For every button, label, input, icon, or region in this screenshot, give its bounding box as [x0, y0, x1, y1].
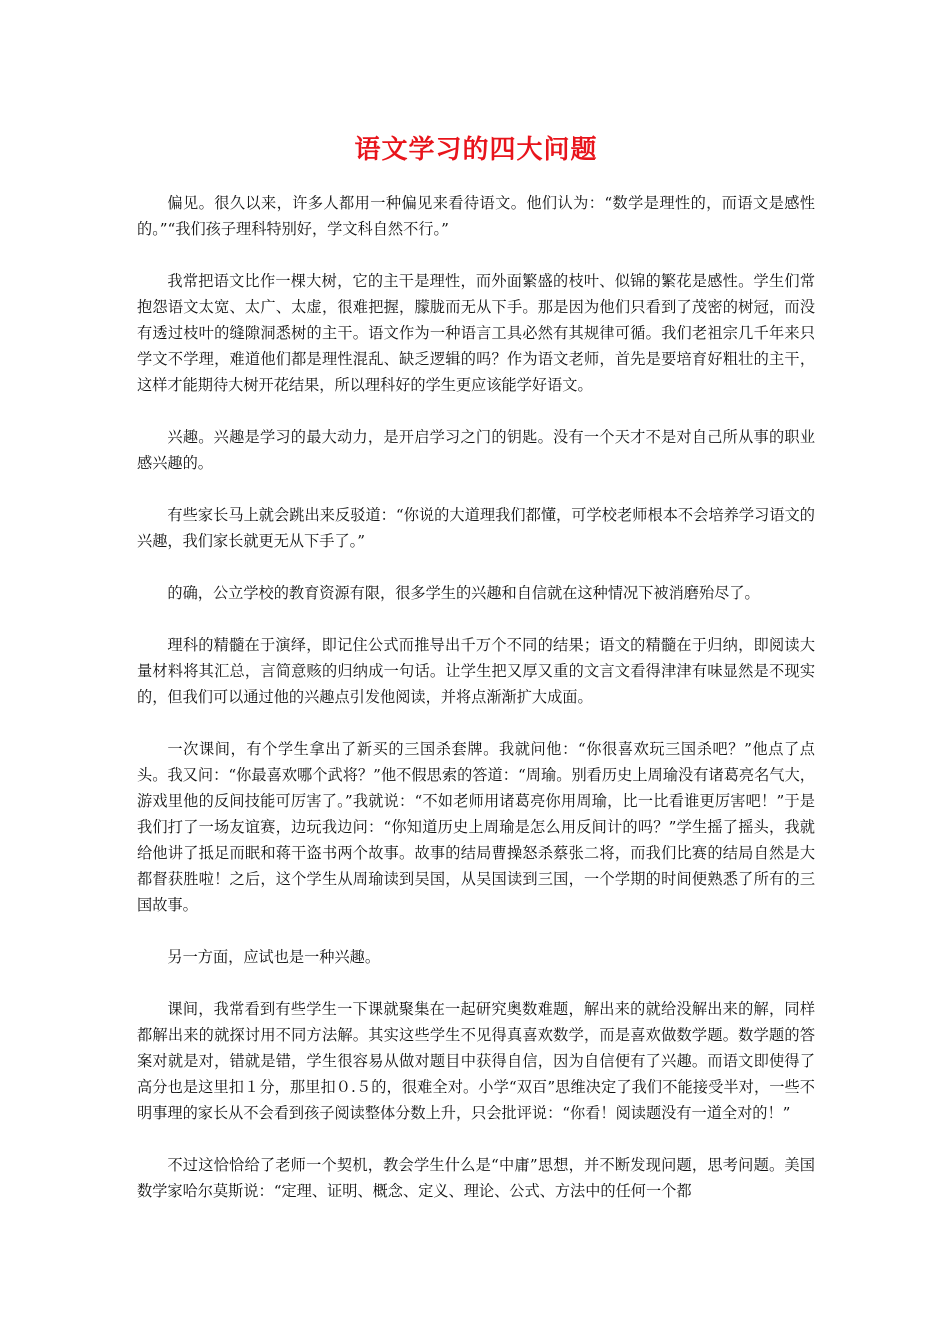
paragraph-three-kingdoms-story: 一次课间，有个学生拿出了新买的三国杀套牌。我就问他：“你很喜欢玩三国杀吧？”他点了点头。我又问：“你最喜欢哪个武将？”他不假思索的答道：“周瑜。别看历史上周瑜没有诸葛亮名气大，游戏里他的反间技能可厉害了。”我就说：“不如老师用诸葛亮你用周瑜，比一比看谁更厉害吧！”于是我们打了一场友谊赛，边玩我边问：“你知道历史上周瑜是怎么用反间计的吗？”学生摇了摇头，我就给他讲了抵足而眠和蒋干盗书两个故事。故事的结局曹操怒杀蔡张二将，而我们比赛的结局自然是大都督获胜啦！之后，这个学生从周瑜读到吴国，从吴国读到三国，一个学期的时间便熟悉了所有的三国故事。	[137, 740, 815, 914]
paragraph-golden-mean: 不过这恰恰给了老师一个契机，教会学生什么是“中庸”思想，并不断发现问题，思考问题。美国数学家哈尔莫斯说：“定理、证明、概念、定义、理论、公式、方法中的任何一个都	[137, 1156, 815, 1200]
paragraph-tree-metaphor: 我常把语文比作一棵大树，它的主干是理性，而外面繁盛的枝叶、似锦的繁花是感性。学生们常抱怨语文太宽、太广、太虚，很难把握，朦胧而无从下手。那是因为他们只看到了茂密的树冠，而没有透过枝叶的缝隙洞悉树的主干。语文作为一种语言工具必然有其规律可循。我们老祖宗几千年来只学文不学理，难道他们都是理性混乱、缺乏逻辑的吗？作为语文老师，首先是要培育好粗壮的主干，这样才能期待大树开花结果，所以理科好的学生更应该能学好语文。	[137, 272, 815, 394]
paragraph-exam-interest: 另一方面，应试也是一种兴趣。	[167, 948, 381, 966]
paragraph-public-schools: 的确，公立学校的教育资源有限，很多学生的兴趣和自信就在这种情况下被消磨殆尽了。	[167, 584, 760, 602]
paragraph-deduction-induction: 理科的精髓在于演绎，即记住公式而推导出千万个不同的结果；语文的精髓在于归纳，即阅读大量材料将其汇总，言简意赅的归纳成一句话。让学生把又厚又重的文言文看得津津有味显然是不现实的，但我们可以通过他的兴趣点引发他阅读，并将点渐渐扩大成面。	[137, 636, 815, 706]
document-title: 语文学习的四大问题	[354, 135, 598, 165]
paragraph-math-puzzles: 课间，我常看到有些学生一下课就聚集在一起研究奥数难题，解出来的就给没解出来的解，同样都解出来的就探讨用不同方法解。其实这些学生不见得真喜欢数学，而是喜欢做数学题。数学题的答案对就是对，错就是错，学生很容易从做对题目中获得自信，因为自信便有了兴趣。而语文即使得了高分也是这里扣１分，那里扣０.５的，很难全对。小学“双百”思维决定了我们不能接受半对，一些不明事理的家长从不会看到孩子阅读整体分数上升，只会批评说：“你看！阅读题没有一道全对的！”	[137, 1000, 815, 1122]
paragraph-parents-rebuttal: 有些家长马上就会跳出来反驳道：“你说的大道理我们都懂，可学校老师根本不会培养学习语文的兴趣，我们家长就更无从下手了。”	[137, 506, 815, 550]
paragraph-bias: 偏见。很久以来，许多人都用一种偏见来看待语文。他们认为：“数学是理性的，而语文是感性的。”“我们孩子理科特别好，学文科自然不行。”	[137, 194, 815, 238]
paragraph-interest: 兴趣。兴趣是学习的最大动力，是开启学习之门的钥匙。没有一个天才不是对自己所从事的职业感兴趣的。	[137, 428, 815, 472]
